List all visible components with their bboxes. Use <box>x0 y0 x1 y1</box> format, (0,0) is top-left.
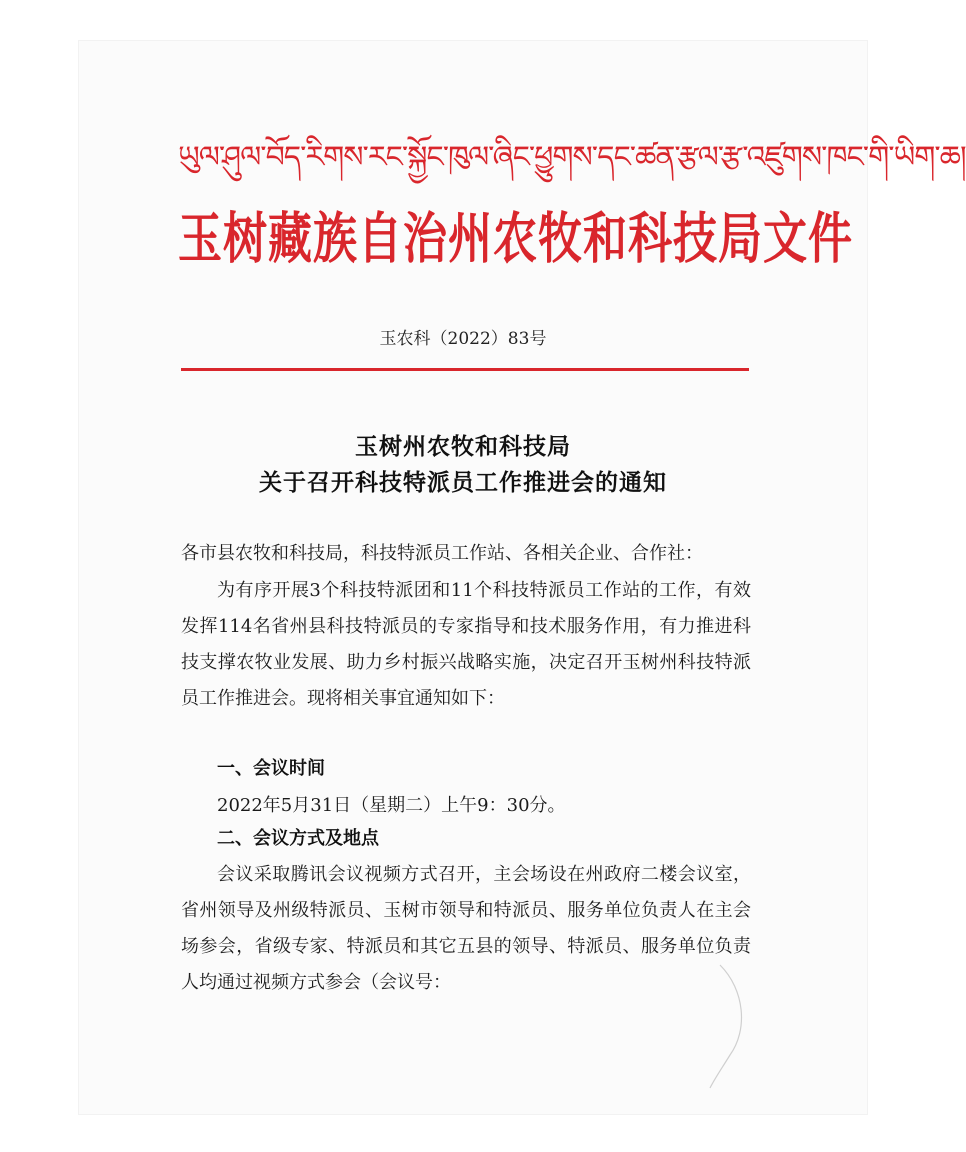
issuer-title: 玉树藏族自治州农牧和科技局文件 <box>178 207 853 271</box>
notice-title-line2: 关于召开科技特派员工作推进会的通知 <box>259 469 667 496</box>
tibetan-header: ཡུལ་ཤུལ་བོད་རིགས་རང་སྐྱོང་ཁུལ་ཞིང་ཕྱུགས་དང་ཚན་རྩལ་རྩ་འཛུགས་ཁང་གི་ཡིག་ཆ། <box>178 140 966 175</box>
section-heading-meeting-method: 二、会议方式及地点 <box>217 828 379 849</box>
addressee: 各市县农牧和科技局，科技特派员工作站、各相关企业、合作社： <box>181 543 703 564</box>
body-paragraph-method: 会议采取腾讯会议视频方式召开，主会场设在州政府二楼会议室，省州领导及州级特派员、玉树市领导和特派员、服务单位负责人在主会场参会，省级专家、特派员和其它五县的领导、特派员、服务单位负责人均通过视频方式参会（会议号： <box>181 864 751 993</box>
body-paragraph-intro: 为有序开展3个科技特派团和11个科技特派员工作站的工作，有效发挥114名省州县科技特派员的专家指导和技术服务作用，有力推进科技支撑农牧业发展、助力乡村振兴战略实施，决定召开玉树州科技特派员工作推进会。现将相关事宜通知如下： <box>181 580 751 709</box>
pen-stroke-mark <box>700 960 750 1090</box>
red-divider-line <box>181 368 749 371</box>
section-heading-meeting-time: 一、会议时间 <box>217 758 325 779</box>
document-number: 玉农科（2022）83号 <box>379 329 547 349</box>
meeting-datetime: 2022年5月31日（星期二）上午9：30分。 <box>217 795 566 816</box>
notice-title-line1: 玉树州农牧和科技局 <box>355 433 571 460</box>
